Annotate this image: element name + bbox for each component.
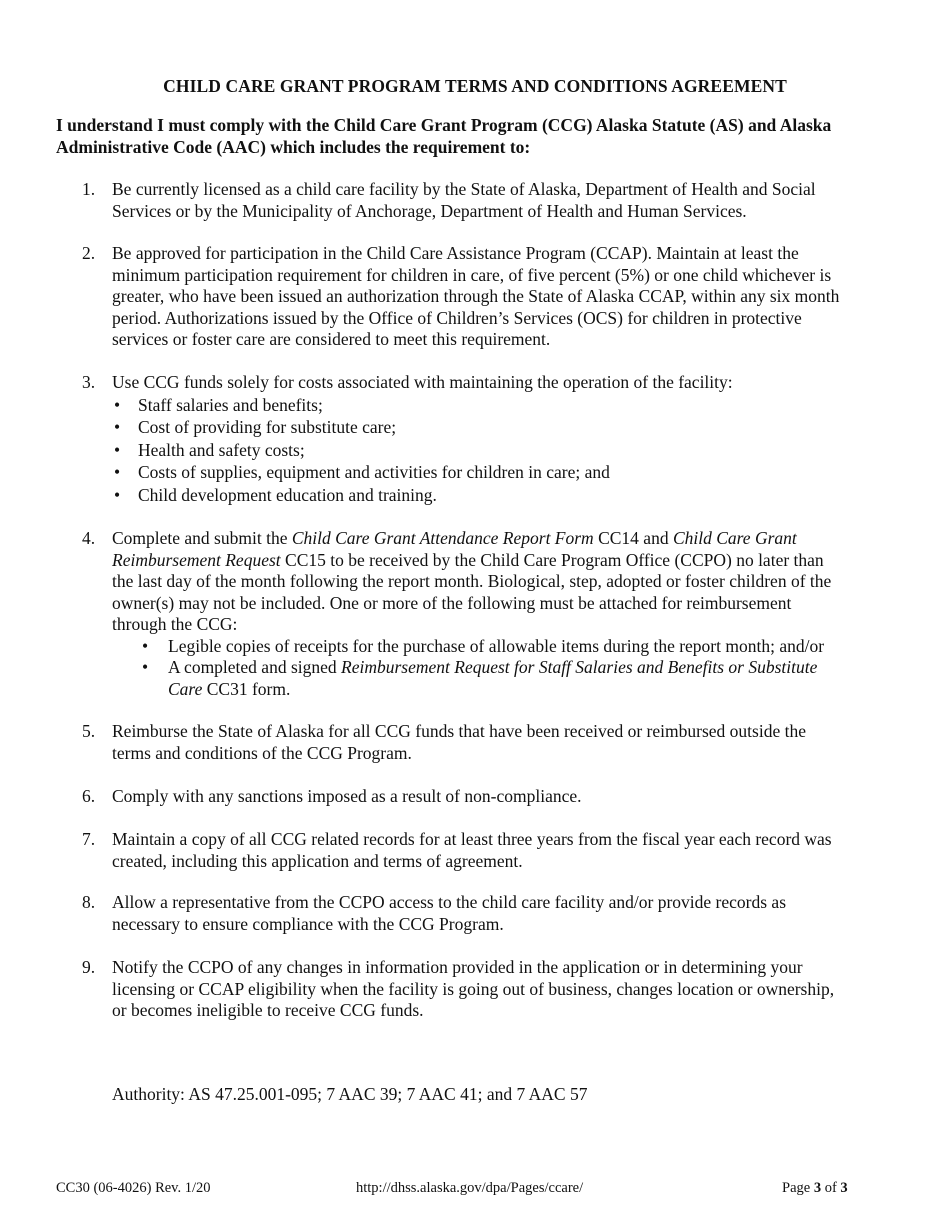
list-item — [82, 721, 902, 764]
bullet-item: • Health and safety costs; — [114, 439, 305, 460]
bullet-icon: • — [142, 635, 149, 656]
item-line: Comply with any sanctions imposed as a result of non-compliance. — [112, 786, 582, 806]
sub-bullet-list — [112, 636, 902, 701]
item-line: Reimburse the State of Alaska for all CCG funds that have been received or reimbursed outside the — [112, 721, 806, 741]
item-line: Be approved for participation in the Child Care Assistance Program (CCAP). Maintain at least the — [112, 243, 799, 263]
item-line: owner(s) may not be included. One or more of the following must be attached for reimbursement — [112, 592, 792, 613]
bullet-icon: • — [114, 439, 121, 460]
item-line: terms and conditions of the CCG Program. — [112, 742, 412, 763]
bullet-item: • Child development education and training. — [114, 484, 437, 505]
bullet-icon: • — [114, 462, 121, 482]
item-line: Notify the CCPO of any changes in information provided in the application or in determining your — [112, 957, 803, 977]
item-line: Maintain a copy of all CCG related records for at least three years from the fiscal year each record was — [112, 829, 832, 849]
footer-url: http://dhss.alaska.gov/dpa/Pages/ccare/ — [356, 1180, 584, 1196]
bullet-list — [112, 394, 902, 507]
form-id: CC30 (06-4026) Rev. 1/20 — [56, 1180, 211, 1196]
item-line: created, including this application and terms of agreement. — [112, 850, 523, 871]
item-number: 4. — [82, 528, 96, 548]
item-number: 3. — [82, 372, 96, 392]
list-item — [82, 179, 902, 222]
bullet-icon: • — [114, 394, 121, 415]
item-number: 9. — [82, 957, 96, 977]
item-line: Be currently licensed as a child care facility by the State of Alaska, Department of Health and Social — [112, 179, 816, 199]
intro-statement: I understand I must comply with the Child Care Grant Program (CCG) Alaska Statute (AS) and Alaska Administrative Code (AAC) which includes the requirement to: — [56, 115, 832, 157]
item-number: 6. — [82, 786, 96, 806]
list-item — [82, 372, 902, 506]
item-line: licensing or CCAP eligibility when the facility is going out of business, changes location or ownership, — [112, 978, 835, 999]
item-line: the last day of the month following the report month. Biological, step, adopted or foster children of the — [112, 571, 832, 591]
item-line: Use CCG funds solely for costs associated with maintaining the operation of the facility: — [112, 372, 733, 392]
item-line: Reimbursement Request CC15 to be received by the Child Care Program Office (CCPO) no later than — [112, 549, 824, 570]
item-line: necessary to ensure compliance with the CCG Program. — [112, 913, 504, 934]
bullet-item: • Staff salaries and benefits; — [114, 394, 323, 415]
item-number: 1. — [82, 179, 96, 199]
bullet-icon: • — [142, 657, 149, 677]
item-line: or becomes ineligible to receive CCG funds. — [112, 1000, 424, 1020]
list-item — [82, 892, 902, 935]
item-line: period. Authorizations issued by the Office of Children’s Services (OCS) for children in protective — [112, 307, 802, 328]
list-item — [82, 528, 902, 700]
list-item — [82, 786, 902, 808]
authority-statement: Authority: AS 47.25.001-095; 7 AAC 39; 7 AAC 41; and 7 AAC 57 — [112, 1084, 588, 1104]
item-number: 8. — [82, 892, 96, 912]
bullet-item: • A completed and signed Reimbursement Request for Staff Salaries and Benefits or Substitute Care CC31 form. — [142, 657, 818, 699]
item-line: minimum participation requirement for children in care, of five percent (5%) or one child whichever is — [112, 264, 832, 285]
item-number: 7. — [82, 829, 96, 849]
page-number: Page 3 of 3 — [782, 1180, 848, 1196]
item-line: Services or by the Municipality of Anchorage, Department of Health and Human Services. — [112, 200, 747, 221]
list-item — [82, 243, 902, 351]
item-line: greater, who have been issued an authorization through the State of Alaska CCAP, within any six month — [112, 286, 840, 306]
item-line: services or foster care are considered to meet this requirement. — [112, 329, 551, 349]
item-number: 5. — [82, 721, 96, 741]
page-title: CHILD CARE GRANT PROGRAM TERMS AND CONDITIONS AGREEMENT — [163, 76, 787, 96]
list-item — [82, 829, 902, 872]
bullet-icon: • — [114, 417, 121, 437]
bullet-icon: • — [114, 484, 121, 505]
item-number: 2. — [82, 243, 96, 263]
item-line: through the CCG: — [112, 614, 238, 634]
item-line: Complete and submit the Child Care Grant Attendance Report Form CC14 and Child Care Grant — [112, 528, 797, 548]
bullet-item: • Costs of supplies, equipment and activities for children in care; and — [114, 462, 610, 482]
bullet-item: • Legible copies of receipts for the purchase of allowable items during the report month; and/or — [142, 635, 825, 656]
bullet-item: • Cost of providing for substitute care; — [114, 417, 397, 437]
item-line: Allow a representative from the CCPO access to the child care facility and/or provide records as — [112, 892, 786, 912]
list-item — [82, 957, 902, 1022]
